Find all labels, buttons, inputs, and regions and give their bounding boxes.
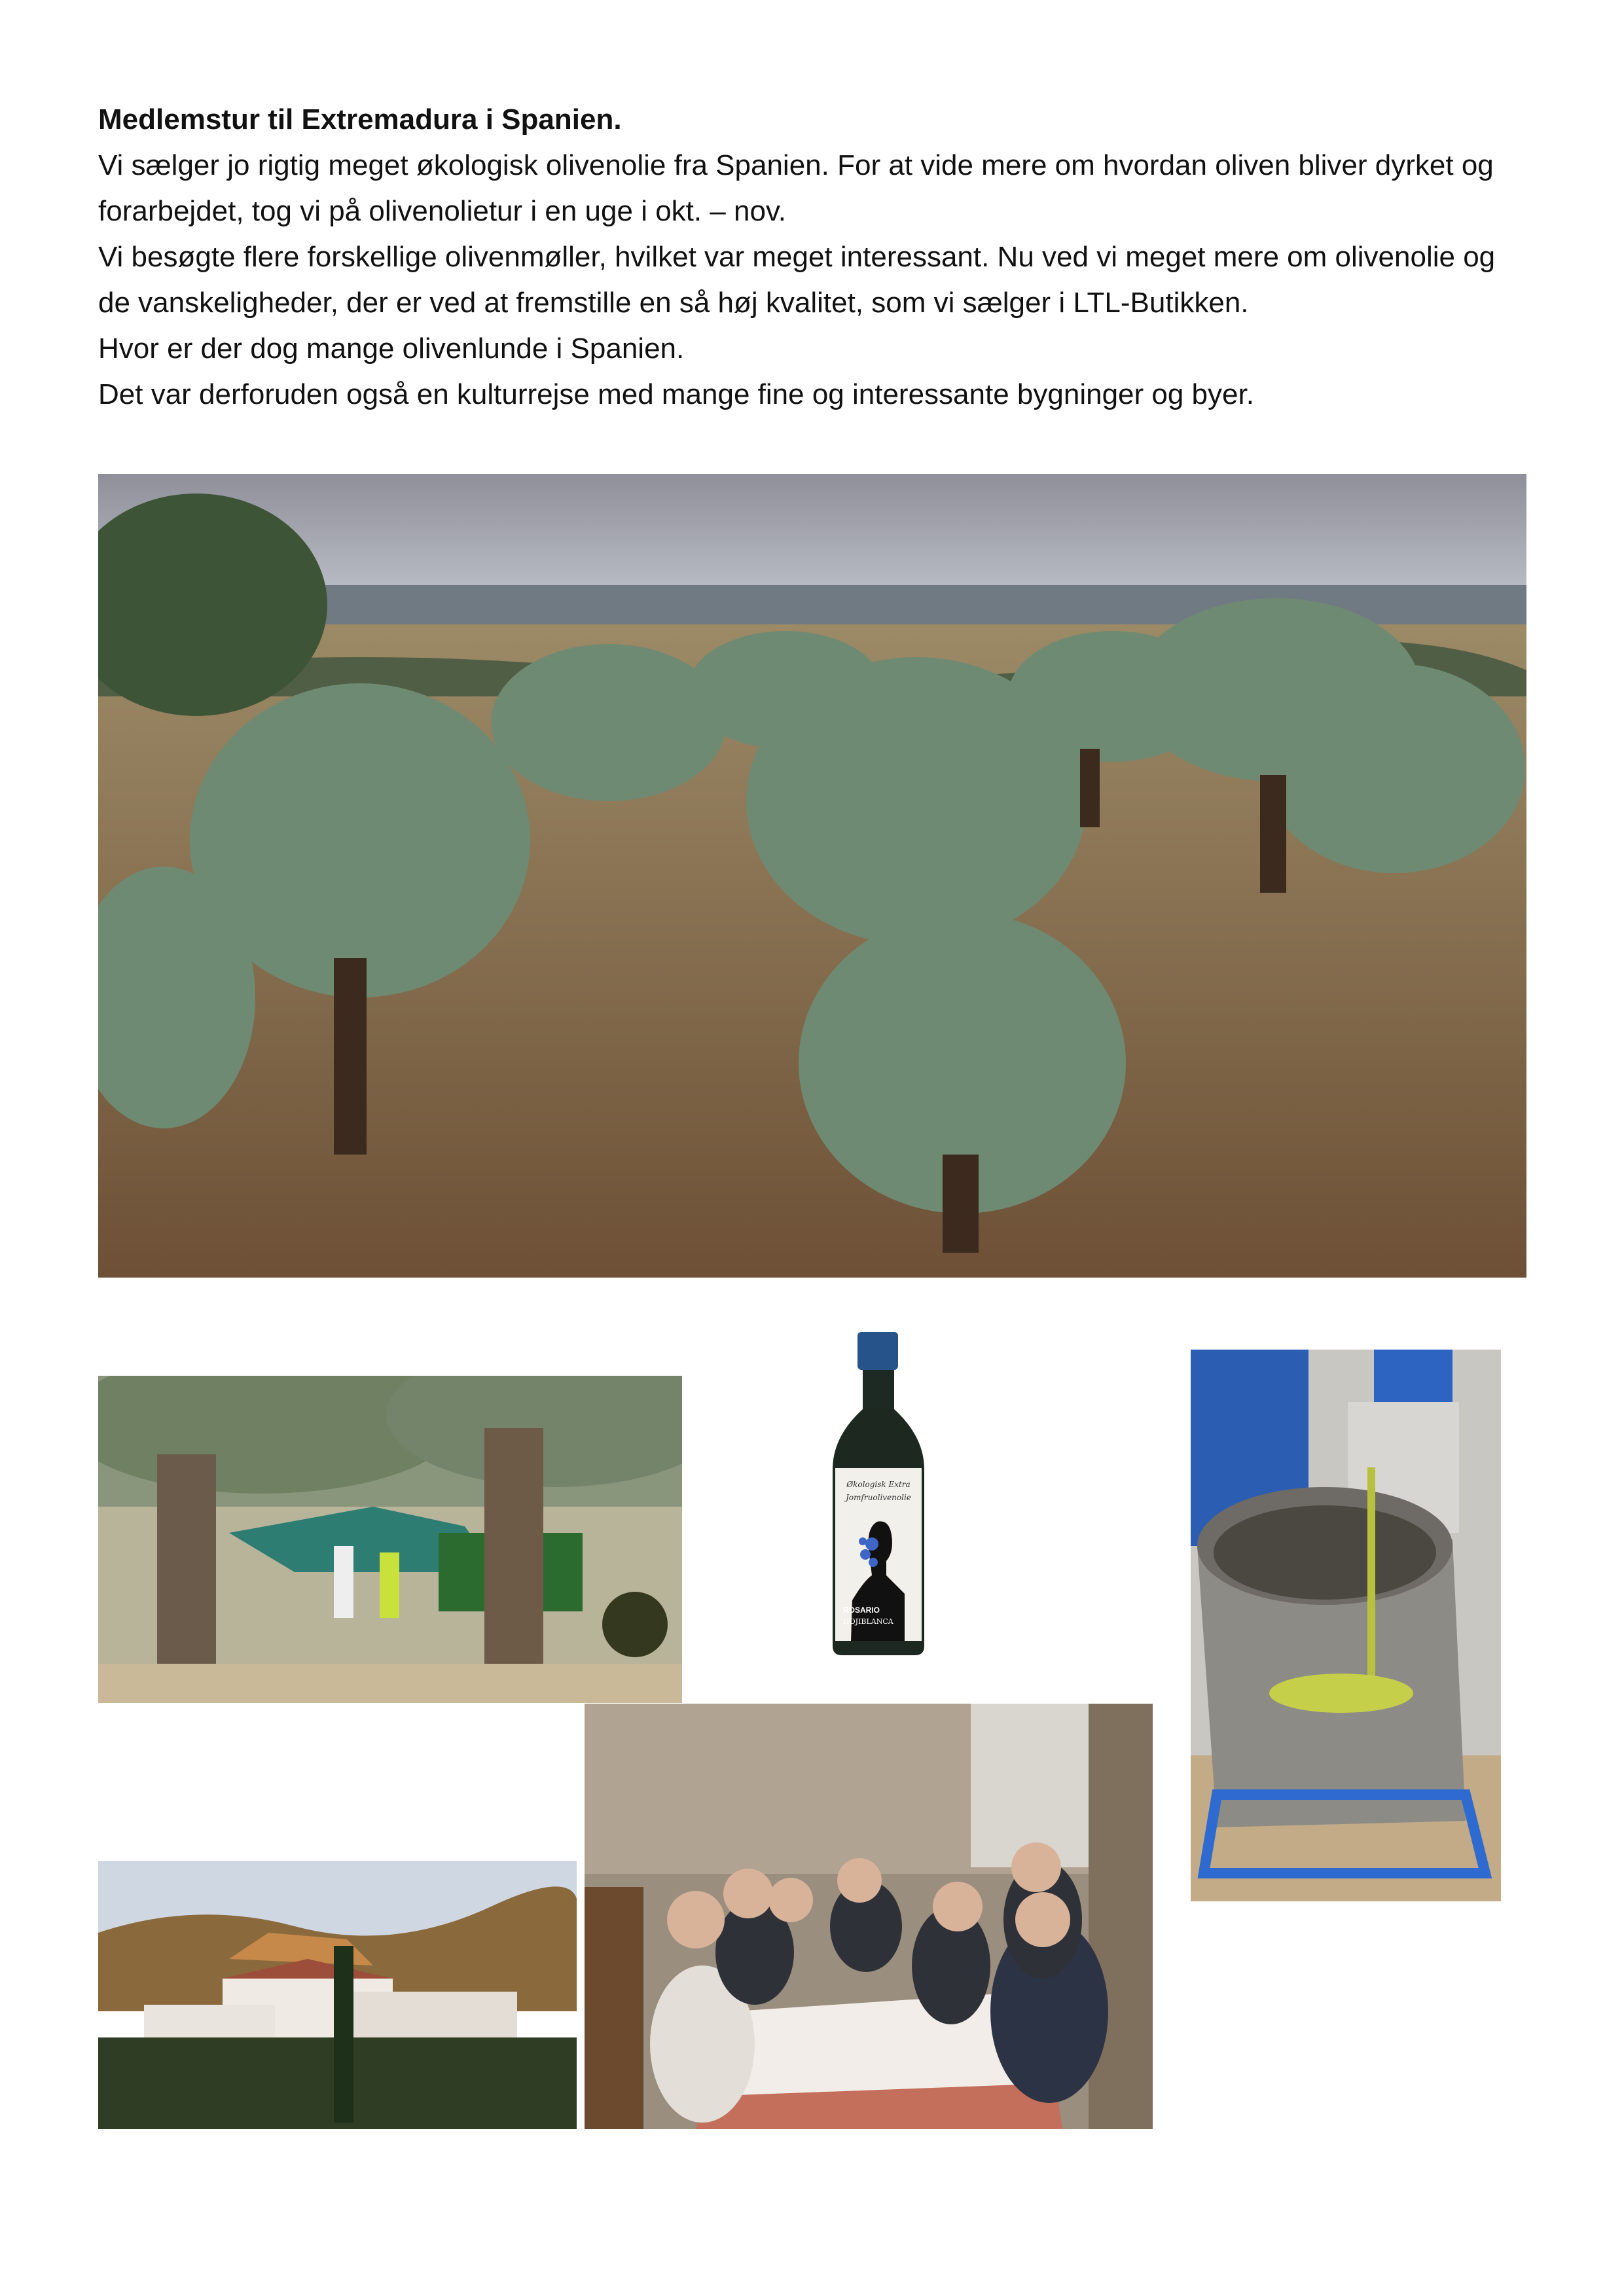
group-dinner-photo	[585, 1704, 1153, 2129]
paragraph-1: Vi sælger jo rigtig meget økologisk olivenolie fra Spanien. For at vide mere om hvordan oliven bliver dyrket og forarbejdet, tog vi på olivenolietur i en uge i okt. – nov.	[98, 149, 1494, 227]
olive-harvest-photo	[98, 1376, 682, 1703]
olive-grove-photo	[98, 474, 1526, 1278]
olive-oil-bottle-image	[823, 1332, 933, 1655]
bottle-label-brand: ROSARIO	[843, 1605, 880, 1615]
town-landscape-photo	[98, 1861, 577, 2129]
article-text	[98, 97, 1525, 418]
article-title: Medlemstur til Extremadura i Spanien.	[98, 103, 622, 135]
paragraph-4: Det var derforuden også en kulturrejse med mange fine og interessante bygninger og byer.	[98, 378, 1254, 410]
paragraph-2: Vi besøgte flere forskellige olivenmøller, hvilket var meget interessant. Nu ved vi meget mere om olivenolie og de vanskeligheder, der er ved at fremstille en så høj kvalitet, som vi sælger i LTL-Butikken.	[98, 241, 1496, 319]
paragraph-3: Hvor er der dog mange olivenlunde i Spanien.	[98, 332, 685, 365]
bottle-label-script-1: Økologisk Extra	[846, 1480, 911, 1489]
bottle-label-script-2: Jomfruolivenolie	[846, 1493, 911, 1502]
olive-oil-pouring-photo	[1191, 1350, 1501, 1901]
bottle-label-variety: HOJIBLANCA	[843, 1617, 893, 1626]
